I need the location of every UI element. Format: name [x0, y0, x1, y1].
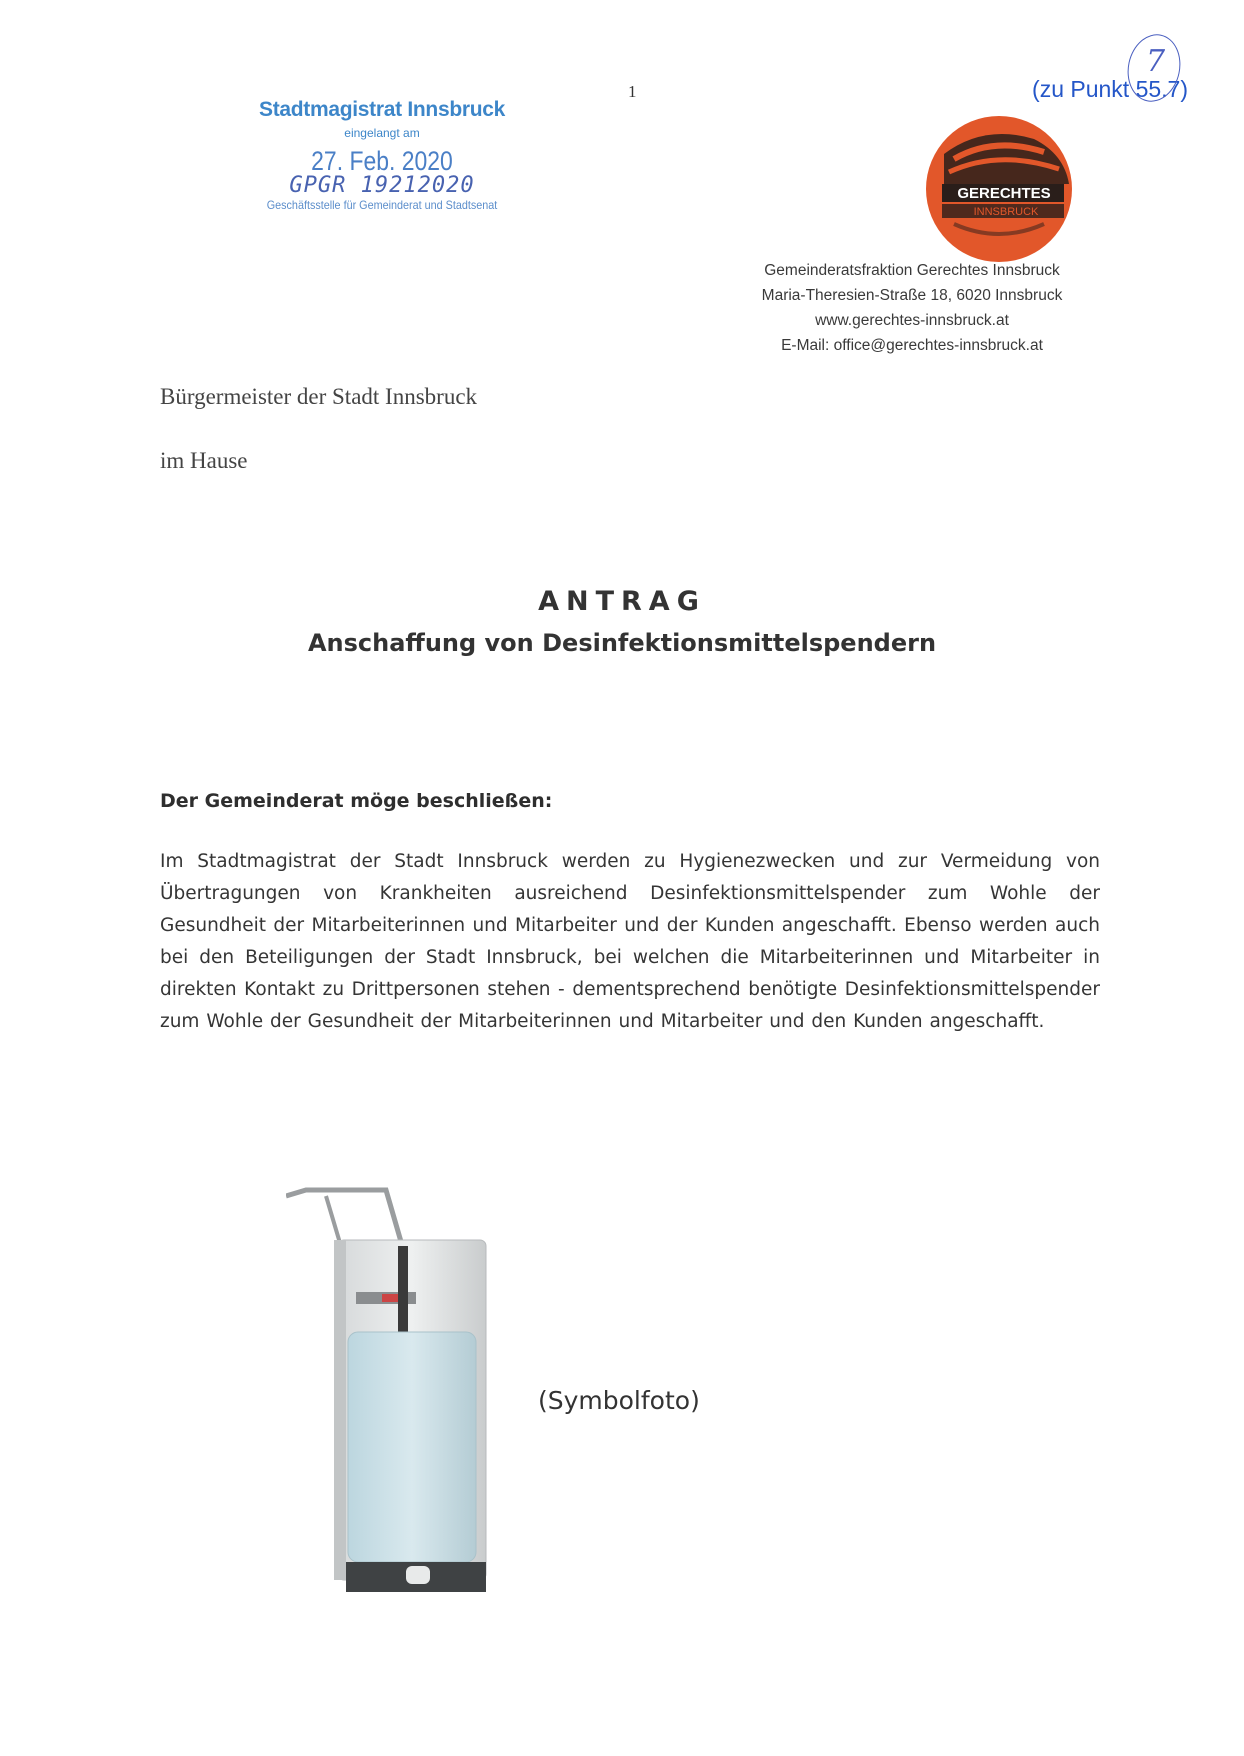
logo-text-line2: INNSBRUCK	[973, 206, 1039, 218]
gerechtes-innsbruck-logo-icon	[924, 114, 1074, 264]
stamp-handwritten-code: GPGR 19212020	[289, 173, 475, 198]
sender-website: www.gerechtes-innsbruck.at	[815, 312, 1009, 329]
disinfectant-dispenser-icon	[286, 1182, 506, 1602]
stamp-title: Stadtmagistrat Innsbruck	[258, 98, 506, 121]
document-title: ANTRAG	[538, 586, 706, 617]
stamp-office: Geschäftsstelle für Gemeinderat und Stadtsenat	[266, 198, 498, 212]
sender-email: E-Mail: office@gerechtes-innsbruck.at	[781, 337, 1043, 354]
recipient-name: Bürgermeister der Stadt Innsbruck	[160, 384, 478, 409]
handwritten-circle-number: 7	[1146, 44, 1166, 79]
recipient-sub: im Hause	[160, 448, 248, 473]
reference-note: (zu Punkt 55.7)	[1032, 76, 1188, 102]
logo-text-line1: GERECHTES	[957, 185, 1051, 202]
page-number: 1	[628, 82, 637, 101]
received-stamp	[232, 98, 532, 212]
resolve-heading: Der Gemeinderat möge beschließen:	[160, 790, 553, 812]
sender-line: Gemeinderatsfraktion Gerechtes Innsbruck	[764, 262, 1060, 279]
body-paragraph: Im Stadtmagistrat der Stadt Innsbruck werden zu Hygienezwecken und zur Vermeidung von Übertragungen von Krankheiten ausreichend Desinfektionsmittelspender zum Wohle der Gesundheit der Mitarbeiterinnen und Mitarbeiter und der Kunden angeschafft. Ebenso werden auch bei den Beteiligungen der Stadt Innsbruck, bei welchen die Mitarbeiterinnen und Mitarbeiter in direkten Kontakt zu Drittpersonen stehen - dementsprechend benötigte Desinfektionsmittelspender zum Wohle der Gesundheit der Mitarbeiterinnen und Mitarbeiter und den Kunden angeschafft.	[160, 851, 1100, 1032]
image-caption: (Symbolfoto)	[538, 1386, 700, 1415]
sender-line: Maria-Theresien-Straße 18, 6020 Innsbruck	[761, 287, 1063, 304]
document-subtitle: Anschaffung von Desinfektionsmittelspendern	[307, 629, 937, 657]
sender-block	[712, 258, 1112, 358]
stamp-date: 27. Feb. 2020	[311, 146, 453, 176]
stamp-received-label: eingelangt am	[344, 126, 420, 140]
